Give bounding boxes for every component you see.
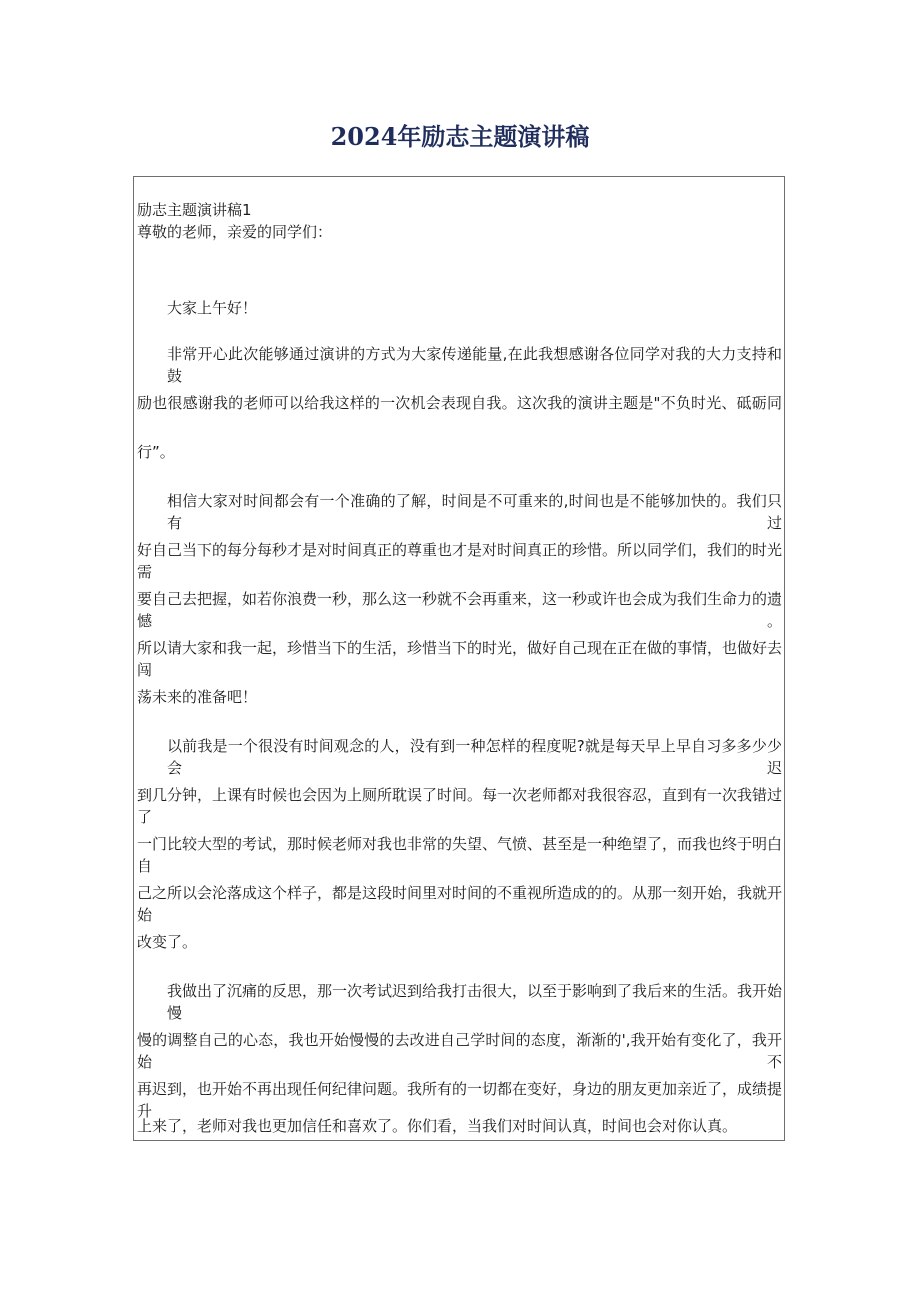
paragraph-1-line-3: 行”。 (137, 443, 175, 461)
paragraph-2-line-5: 荡未来的准备吧！ (137, 688, 258, 706)
paragraph-1-line-2: 励也很感谢我的老师可以给我这样的一次机会表现自我。这次我的演讲主题是"不负时光、砥砺同 (137, 394, 782, 412)
paragraph-4-line-4: 上来了，老师对我也更加信任和喜欢了。你们看，当我们对时间认真，时间也会对你认真。 (137, 1117, 738, 1135)
document-title: 2024年励志主题演讲稿 (330, 122, 590, 151)
content-frame (133, 176, 785, 1141)
paragraph-2-line-3: 要自己去把握，如若你浪费一秒，那么这一秒就不会再重来，这一秒或许也会成为我们生命力的遗憾。 (137, 590, 783, 630)
paragraph-2-line-2: 好自己当下的每分每秒才是对时间真正的尊重也才是对时间真正的珍惜。所以同学们，我们的时光需 (137, 541, 783, 581)
paragraph-3-line-1: 以前我是一个很没有时间观念的人，没有到一种怎样的程度呢?就是每天早上早自习多多少少会迟 (167, 737, 782, 777)
paragraph-3-line-2: 到几分钟，上课有时候也会因为上厕所耽误了时间。每一次老师都对我很容忍，直到有一次我错过了 (137, 786, 783, 826)
paragraph-2-line-4: 所以请大家和我一起，珍惜当下的生活，珍惜当下的时光，做好自己现在正在做的事情，也做好去闯 (137, 639, 783, 679)
paragraph-4-line-2: 慢的调整自己的心态，我也开始慢慢的去改进自己学时间的态度，渐渐的',我开始有变化了，我开始不 (137, 1031, 782, 1071)
salutation: 尊敬的老师，亲爱的同学们： (137, 223, 333, 241)
paragraph-4-line-3: 再迟到，也开始不再出现任何纪律问题。我所有的一切都在变好，身边的朋友更加亲近了，成绩提升 (137, 1080, 783, 1120)
section-heading: 励志主题演讲稿1 (137, 201, 252, 219)
paragraph-3-line-3: 一门比较大型的考试，那时候老师对我也非常的失望、气愤、甚至是一种绝望了，而我也终于明白自 (137, 835, 783, 875)
paragraph-1-line-1: 非常开心此次能够通过演讲的方式为大家传递能量,在此我想感谢各位同学对我的大力支持和鼓 (167, 345, 782, 385)
greeting: 大家上午好！ (167, 299, 258, 317)
paragraph-2-line-1: 相信大家对时间都会有一个准确的了解，时间是不可重来的,时间也是不能够加快的。我们只有过 (167, 492, 782, 532)
paragraph-4-line-1: 我做出了沉痛的反思，那一次考试迟到给我打击很大，以至于影响到了我后来的生活。我开始慢 (167, 982, 783, 1022)
paragraph-3-line-4: 己之所以会沦落成这个样子，都是这段时间里对时间的不重视所造成的的。从那一刻开始，我就开始 (137, 884, 783, 924)
paragraph-3-line-5: 改变了。 (137, 933, 198, 951)
